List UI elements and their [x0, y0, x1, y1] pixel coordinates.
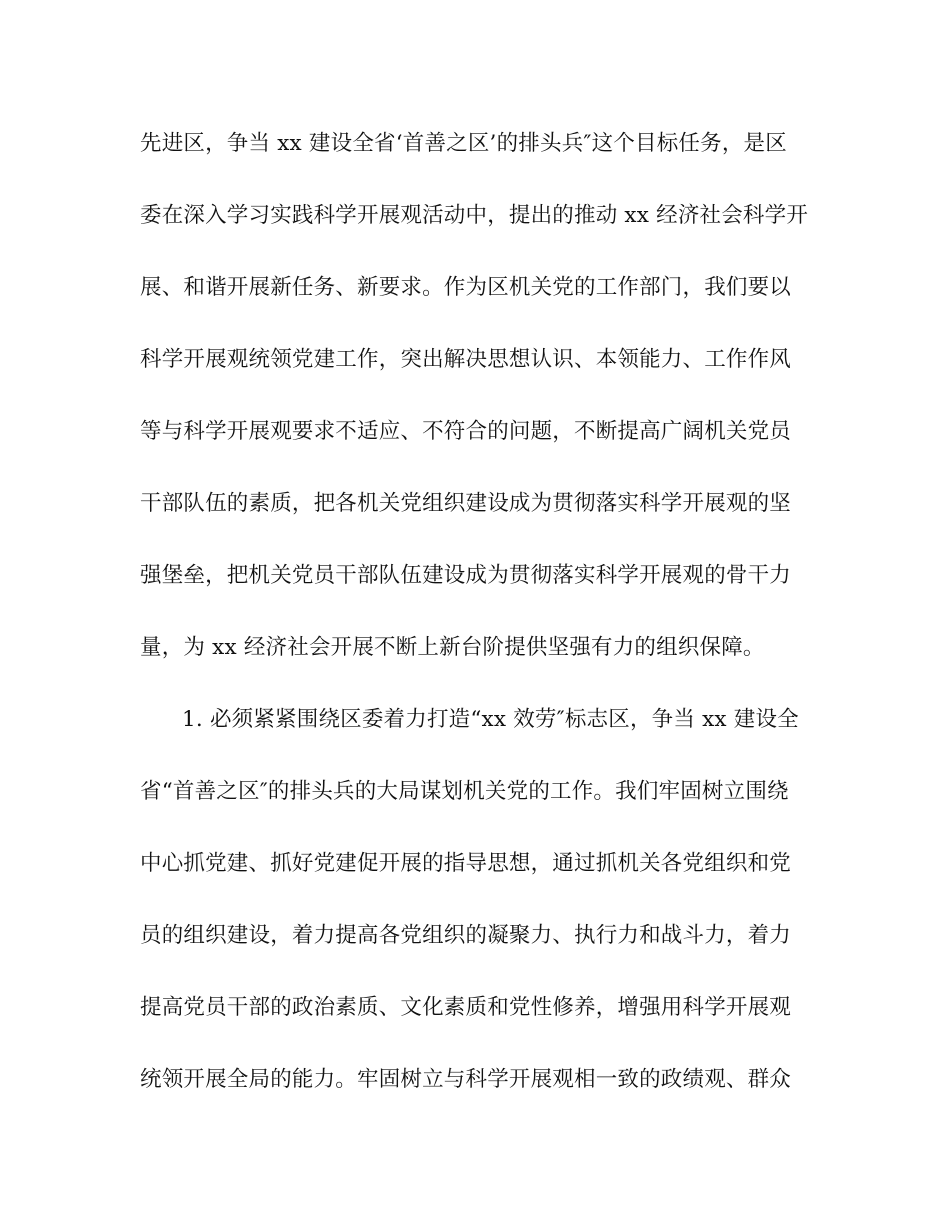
- text-line: 中心抓党建、抓好党建促开展的指导思想，通过抓机关各党组织和党: [140, 851, 792, 876]
- text-line: 干部队伍的素质，把各机关党组织建设成为贯彻落实科学开展观的坚: [140, 491, 792, 516]
- text-line-indented: 1. 必须紧紧围绕区委着力打造“xx 效劳″标志区，争当 xx 建设全: [182, 707, 799, 732]
- text-line: 委在深入学习实践科学开展观活动中，提出的推动 xx 经济社会科学开: [140, 203, 809, 228]
- text-line: 省“首善之区″的排头兵的大局谋划机关党的工作。我们牢固树立围绕: [140, 779, 789, 804]
- text-line: 先进区，争当 xx 建设全省‘首善之区’的排头兵″这个目标任务，是区: [140, 131, 787, 156]
- text-line: 展、和谐开展新任务、新要求。作为区机关党的工作部门，我们要以: [140, 275, 792, 300]
- text-line: 提高党员干部的政治素质、文化素质和党性修养，增强用科学开展观: [140, 995, 792, 1020]
- text-line: 量，为 xx 经济社会开展不断上新台阶提供坚强有力的组织保障。: [140, 635, 765, 660]
- document-body: [140, 118, 820, 1126]
- text-line: 科学开展观统领党建工作，突出解决思想认识、本领能力、工作作风: [140, 347, 792, 372]
- text-line: 等与科学开展观要求不适应、不符合的问题，不断提高广阔机关党员: [140, 419, 792, 444]
- text-line: 员的组织建设，着力提高各党组织的凝聚力、执行力和战斗力，着力: [140, 923, 792, 948]
- text-line: 强堡垒，把机关党员干部队伍建设成为贯彻落实科学开展观的骨干力: [140, 563, 792, 588]
- text-line: 统领开展全局的能力。牢固树立与科学开展观相一致的政绩观、群众: [140, 1067, 792, 1092]
